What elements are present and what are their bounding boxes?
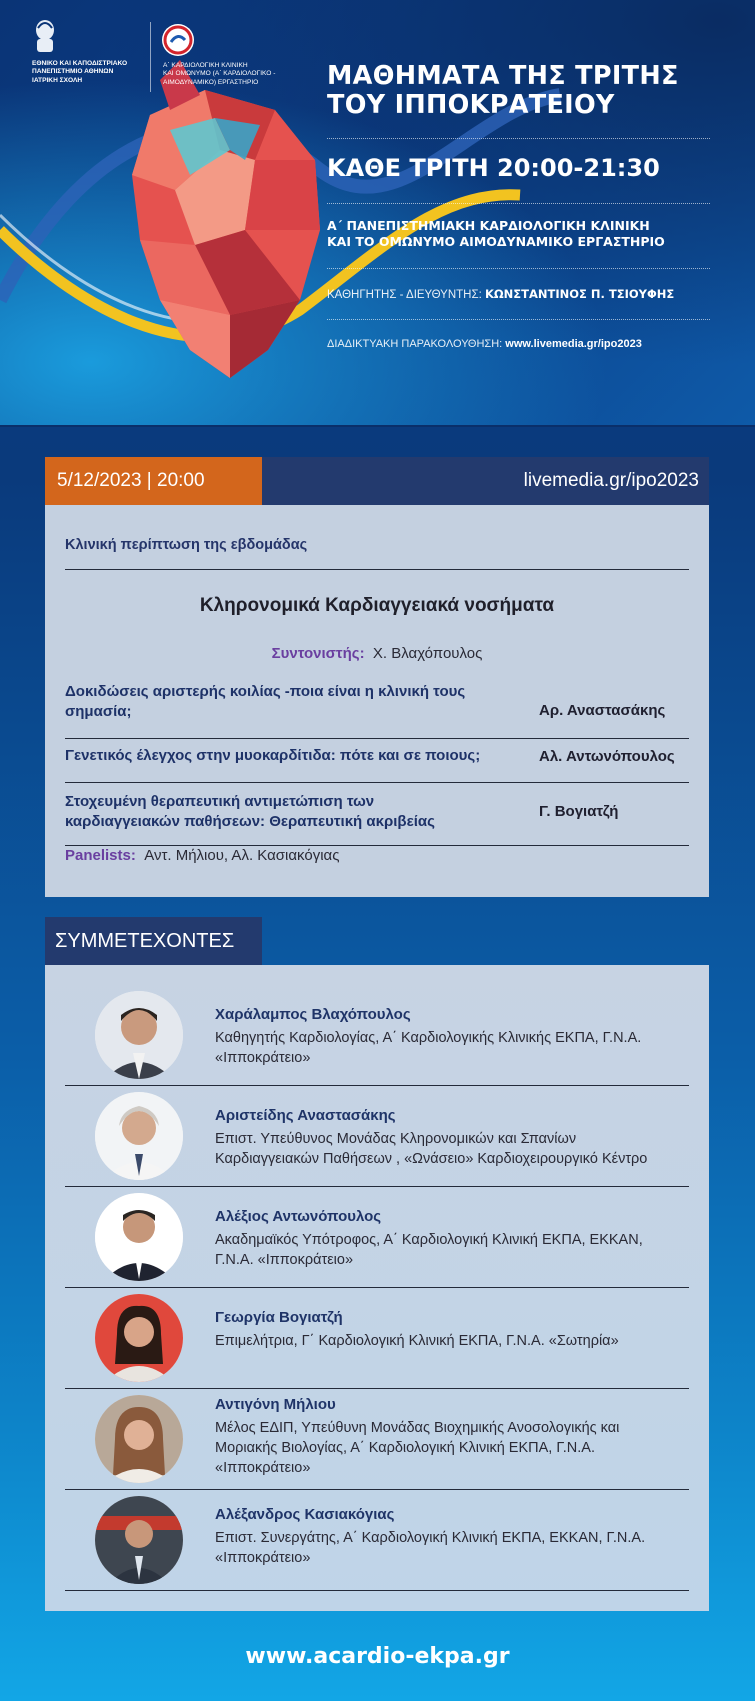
divider	[65, 738, 689, 739]
panelists	[65, 847, 339, 864]
session-title: Κληρονομικά Καρδιαγγειακά νοσήματα	[199, 595, 555, 616]
divider	[65, 782, 689, 783]
participant-role	[215, 1331, 695, 1351]
role-line: «Ιπποκράτειο»	[215, 1460, 311, 1476]
participant-name: Αλέξανδρος Κασιακόγιας	[215, 1506, 395, 1523]
coordinator-name: Χ. Βλαχόπουλος	[372, 645, 483, 662]
clinic-heading-line: ΚΑΙ ΤΟ ΟΜΩΝΥΜΟ ΑΙΜΟΔΥΝΑΜΙΚΟ ΕΡΓΑΣΤΗΡΙΟ	[327, 234, 665, 249]
participant-role	[215, 1028, 695, 1068]
role-line: Μέλος ΕΔΙΠ, Υπεύθυνη Μονάδας Βιοχημικής Ανοσολογικής και	[215, 1420, 620, 1436]
participant-role	[215, 1129, 695, 1169]
avatar	[95, 1294, 183, 1382]
session-link[interactable]: livemedia.gr/ipo2023	[262, 457, 709, 505]
talk-speaker: Αλ. Αντωνόπουλος	[539, 748, 675, 765]
university-line: ΕΘΝΙΚΟ ΚΑΙ ΚΑΠΟΔΙΣΤΡΙΑΚΟ	[32, 60, 128, 67]
professor	[327, 287, 674, 301]
participant-name: Γεωργία Βογιατζή	[215, 1309, 343, 1326]
stream-label: ΔΙΑΔΙΚΤΥΑΚΗ ΠΑΡΑΚΟΛΟΥΘΗΣΗ:	[327, 338, 503, 350]
divider	[327, 319, 710, 320]
participant-role	[215, 1528, 695, 1568]
stream-link[interactable]: www.livemedia.gr/ipo2023	[505, 338, 642, 350]
clinic-heading	[327, 218, 665, 250]
role-line: Ακαδημαϊκός Υπότροφος, Α΄ Καρδιολογική Κλινική ΕΚΠΑ, ΕΚΚΑΝ,	[215, 1232, 643, 1248]
panelists-names: Αντ. Μήλιου, Αλ. Κασιακόγιας	[144, 847, 340, 864]
clinic-line: ΚΑΙ ΟΜΩΝΥΜΟ (Α΄ ΚΑΡΔΙΟΛΟΓΙΚΟ -	[163, 70, 276, 78]
participant-role	[215, 1230, 695, 1270]
role-line: Επιστ. Συνεργάτης, Α΄ Καρδιολογική Κλινική ΕΚΠΑ, ΕΚΚΑΝ, Γ.Ν.Α.	[215, 1530, 646, 1546]
participant-row	[45, 1187, 709, 1288]
logo-divider	[150, 22, 151, 92]
role-line: «Ιπποκράτειο»	[215, 1550, 311, 1566]
divider	[65, 1590, 689, 1591]
clinic-heading-line: Α΄ ΠΑΝΕΠΙΣΤΗΜΙΑΚΗ ΚΑΡΔΙΟΛΟΓΙΚΗ ΚΛΙΝΙΚΗ	[327, 218, 650, 233]
header-banner	[0, 0, 755, 426]
clinic-name	[163, 62, 275, 87]
university-line: ΙΑΤΡΙΚΗ ΣΧΟΛΗ	[32, 76, 83, 84]
divider	[65, 845, 689, 846]
participant-row	[45, 1389, 709, 1490]
talk-title-line: Δοκιδώσεις αριστερής κοιλίας -ποια είναι η κλινική τους	[65, 683, 466, 700]
participant-row	[45, 985, 709, 1086]
role-line: Μοριακής Βιολογίας, Α΄ Καρδιολογική Κλινική ΕΚΠΑ, Γ.Ν.Α.	[215, 1440, 595, 1456]
talk-title	[65, 746, 520, 766]
participant-name: Αριστείδης Αναστασάκης	[215, 1107, 396, 1124]
athena-icon	[32, 18, 58, 54]
event-title-line: ΜΑΘΗΜΑΤΑ ΤΗΣ ΤΡΙΤΗΣ	[327, 61, 679, 91]
talk-title-line: καρδιαγγειακών παθήσεων: Θεραπευτική ακριβείας	[65, 813, 435, 830]
avatar	[95, 1092, 183, 1180]
role-line: Επιστ. Υπεύθυνος Μονάδας Κληρονομικών και Σπανίων	[215, 1131, 577, 1147]
participant-name: Αντιγόνη Μήλιου	[215, 1396, 336, 1413]
role-line: «Ιπποκράτειο»	[215, 1050, 311, 1066]
session-caption: Κλινική περίπτωση της εβδομάδας	[65, 537, 308, 553]
participants-heading: ΣΥΜΜΕΤΕΧΟΝΤΕΣ	[45, 917, 262, 965]
participant-name: Αλέξιος Αντωνόπουλος	[215, 1208, 382, 1225]
coordinator-label: Συντονιστής:	[271, 645, 365, 662]
clinic-line: Α΄ ΚΑΡΔΙΟΛΟΓΙΚΗ ΚΛΙΝΙΚΗ	[163, 62, 248, 69]
participant-role	[215, 1418, 695, 1478]
talk-speaker: Γ. Βογιατζή	[539, 803, 619, 820]
header-separator	[0, 425, 755, 427]
participant-row	[45, 1288, 709, 1389]
program-panel	[45, 505, 709, 897]
panelists-label: Panelists:	[65, 847, 136, 864]
avatar	[95, 1395, 183, 1483]
university-name	[32, 60, 127, 85]
divider	[327, 268, 710, 269]
role-line: Επιμελήτρια, Γ΄ Καρδιολογική Κλινική ΕΚΠΑ, Γ.Ν.Α. «Σωτηρία»	[215, 1333, 619, 1349]
participants-panel	[45, 965, 709, 1611]
participant-name: Χαράλαμπος Βλαχόπουλος	[215, 1006, 411, 1023]
role-line: Γ.Ν.Α. «Ιπποκράτειο»	[215, 1252, 354, 1268]
professor-name: ΚΩΝΣΤΑΝΤΙΝΟΣ Π. ΤΣΙΟΥΦΗΣ	[484, 287, 675, 301]
event-title	[327, 62, 679, 120]
session-date: 5/12/2023 | 20:00	[45, 457, 262, 505]
role-line: Καρδιαγγειακών Παθήσεων , «Ωνάσειο» Καρδιοχειρουργικό Κέντρο	[215, 1151, 648, 1167]
talk-title-line: σημασία;	[65, 703, 132, 720]
schedule: ΚΑΘΕ ΤΡΙΤΗ 20:00-21:30	[327, 154, 660, 182]
clinic-logo-icon	[162, 24, 194, 56]
coordinator	[45, 645, 709, 662]
event-title-line: ΤΟΥ ΙΠΠΟΚΡΑΤΕΙΟΥ	[327, 90, 615, 120]
divider	[327, 138, 710, 139]
divider	[65, 569, 689, 570]
talk-title-line: Γενετικός έλεγχος στην μυοκαρδίτιδα: πότε και σε ποιους;	[65, 747, 481, 764]
talk-title	[65, 682, 520, 722]
avatar	[95, 991, 183, 1079]
talk-title-line: Στοχευμένη θεραπευτική αντιμετώπιση των	[65, 793, 375, 810]
divider	[327, 203, 710, 204]
avatar	[95, 1496, 183, 1584]
professor-label: ΚΑΘΗΓΗΤΗΣ - ΔΙΕΥΘΥΝΤΗΣ:	[327, 289, 482, 301]
clinic-line: ΑΙΜΟΔΥΝΑΜΙΚΟ) ΕΡΓΑΣΤΗΡΙΟ	[163, 78, 259, 86]
university-line: ΠΑΝΕΠΙΣΤΗΜΙΟ ΑΘΗΝΩΝ	[32, 68, 114, 76]
role-line: Καθηγητής Καρδιολογίας, Α΄ Καρδιολογικής Κλινικής ΕΚΠΑ, Γ.Ν.Α.	[215, 1030, 642, 1046]
participant-row	[45, 1490, 709, 1591]
avatar	[95, 1193, 183, 1281]
stream-info	[327, 338, 642, 350]
university-logo	[32, 18, 58, 54]
website-link[interactable]: www.acardio-ekpa.gr	[245, 1644, 510, 1669]
participant-row	[45, 1086, 709, 1187]
talk-title	[65, 792, 520, 832]
talk-speaker: Αρ. Αναστασάκης	[539, 702, 666, 719]
